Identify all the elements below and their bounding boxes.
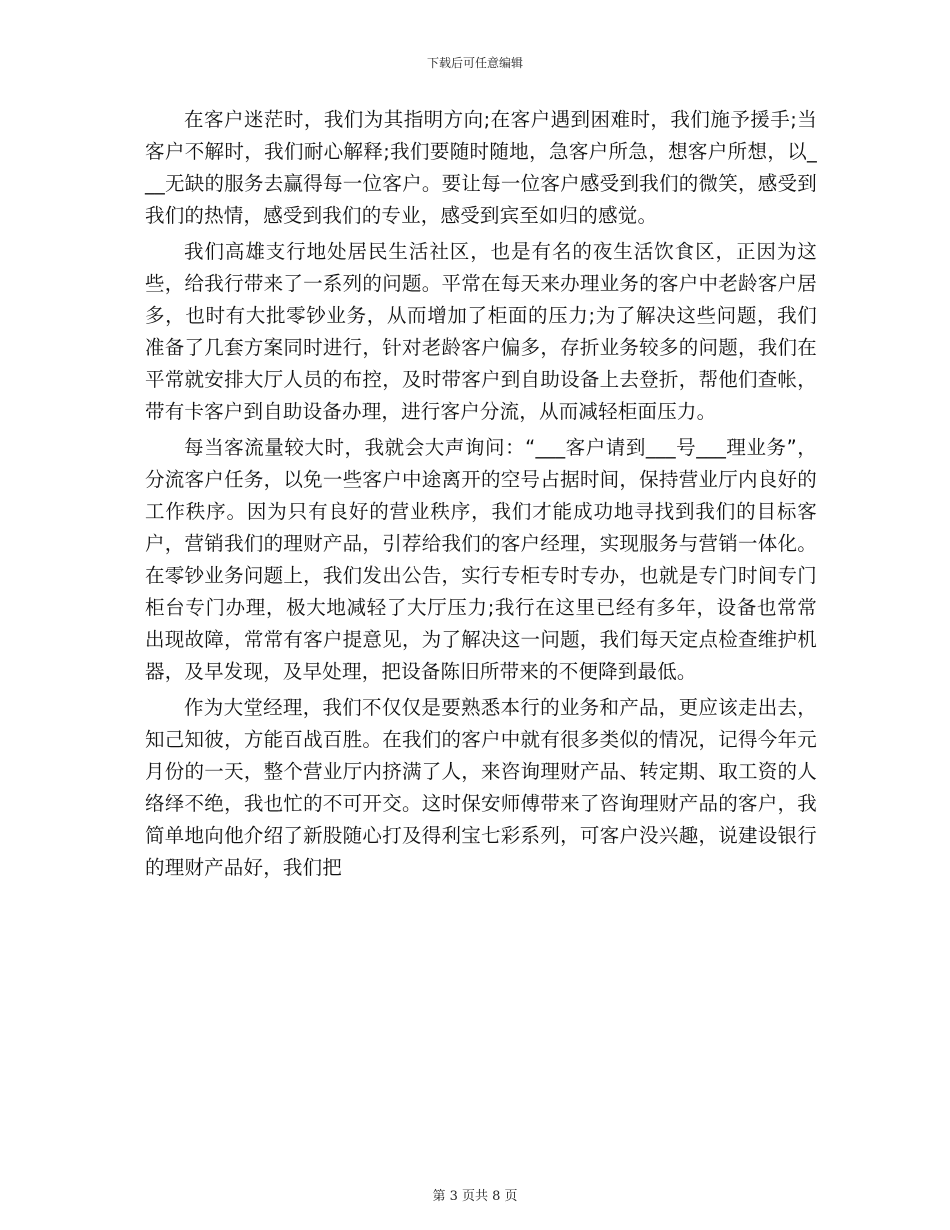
document-body bbox=[145, 104, 817, 884]
paragraph-3: 每当客流量较大时，我就会大声询问：“___客户请到___号___理业务”，分流客户任务，以免一些客户中途离开的空号占据时间，保持营业厅内良好的工作秩序。因为只有良好的营业秩序，我们才能成功地寻找到我们的目标客户，营销我们的理财产品，引荐给我们的客户经理，实现服务与营销一体化。在零钞业务问题上，我们发出公告，实行专柜专时专办，也就是专门时间专门柜台专门办理，极大地减轻了大厅压力;我行在这里已经有多年，设备也常常出现故障，常常有客户提意见，为了解决这一问题，我们每天定点检查维护机器，及早发现，及早处理，把设备陈旧所带来的不便降到最低。 bbox=[145, 436, 817, 683]
paragraph-2: 我们高雄支行地处居民生活社区，也是有名的夜生活饮食区，正因为这些，给我行带来了一系列的问题。平常在每天来办理业务的客户中老龄客户居多，也时有大批零钞业务，从而增加了柜面的压力;为了解决这些问题，我们准备了几套方案同时进行，针对老龄客户偏多，存折业务较多的问题，我们在平常就安排大厅人员的布控，及时带客户到自助设备上去登折，帮他们查帐，带有卡客户到自助设备办理，进行客户分流，从而减轻柜面压力。 bbox=[145, 240, 817, 423]
page-header: 下载后可任意编辑 bbox=[426, 56, 523, 70]
paragraph-4: 作为大堂经理，我们不仅仅是要熟悉本行的业务和产品，更应该走出去，知己知彼，方能百战百胜。在我们的客户中就有很多类似的情况，记得今年元月份的一天，整个营业厅内挤满了人，来咨询理财产品、转定期、取工资的人络绎不绝，我也忙的不可开交。这时保安师傅带来了咨询理财产品的客户，我简单地向他介绍了新股随心打及得利宝七彩系列，可客户没兴趣，说建设银行的理财产品好，我们把 bbox=[145, 696, 817, 879]
page-footer: 第 3 页共 8 页 bbox=[432, 1189, 518, 1204]
paragraph-1: 在客户迷茫时，我们为其指明方向;在客户遇到困难时，我们施予援手;当客户不解时，我们耐心解释;我们要随时随地，急客户所急，想客户所想，以___无缺的服务去赢得每一位客户。要让每一位客户感受到我们的微笑，感受到我们的热情，感受到我们的专业，感受到宾至如归的感觉。 bbox=[145, 108, 817, 227]
